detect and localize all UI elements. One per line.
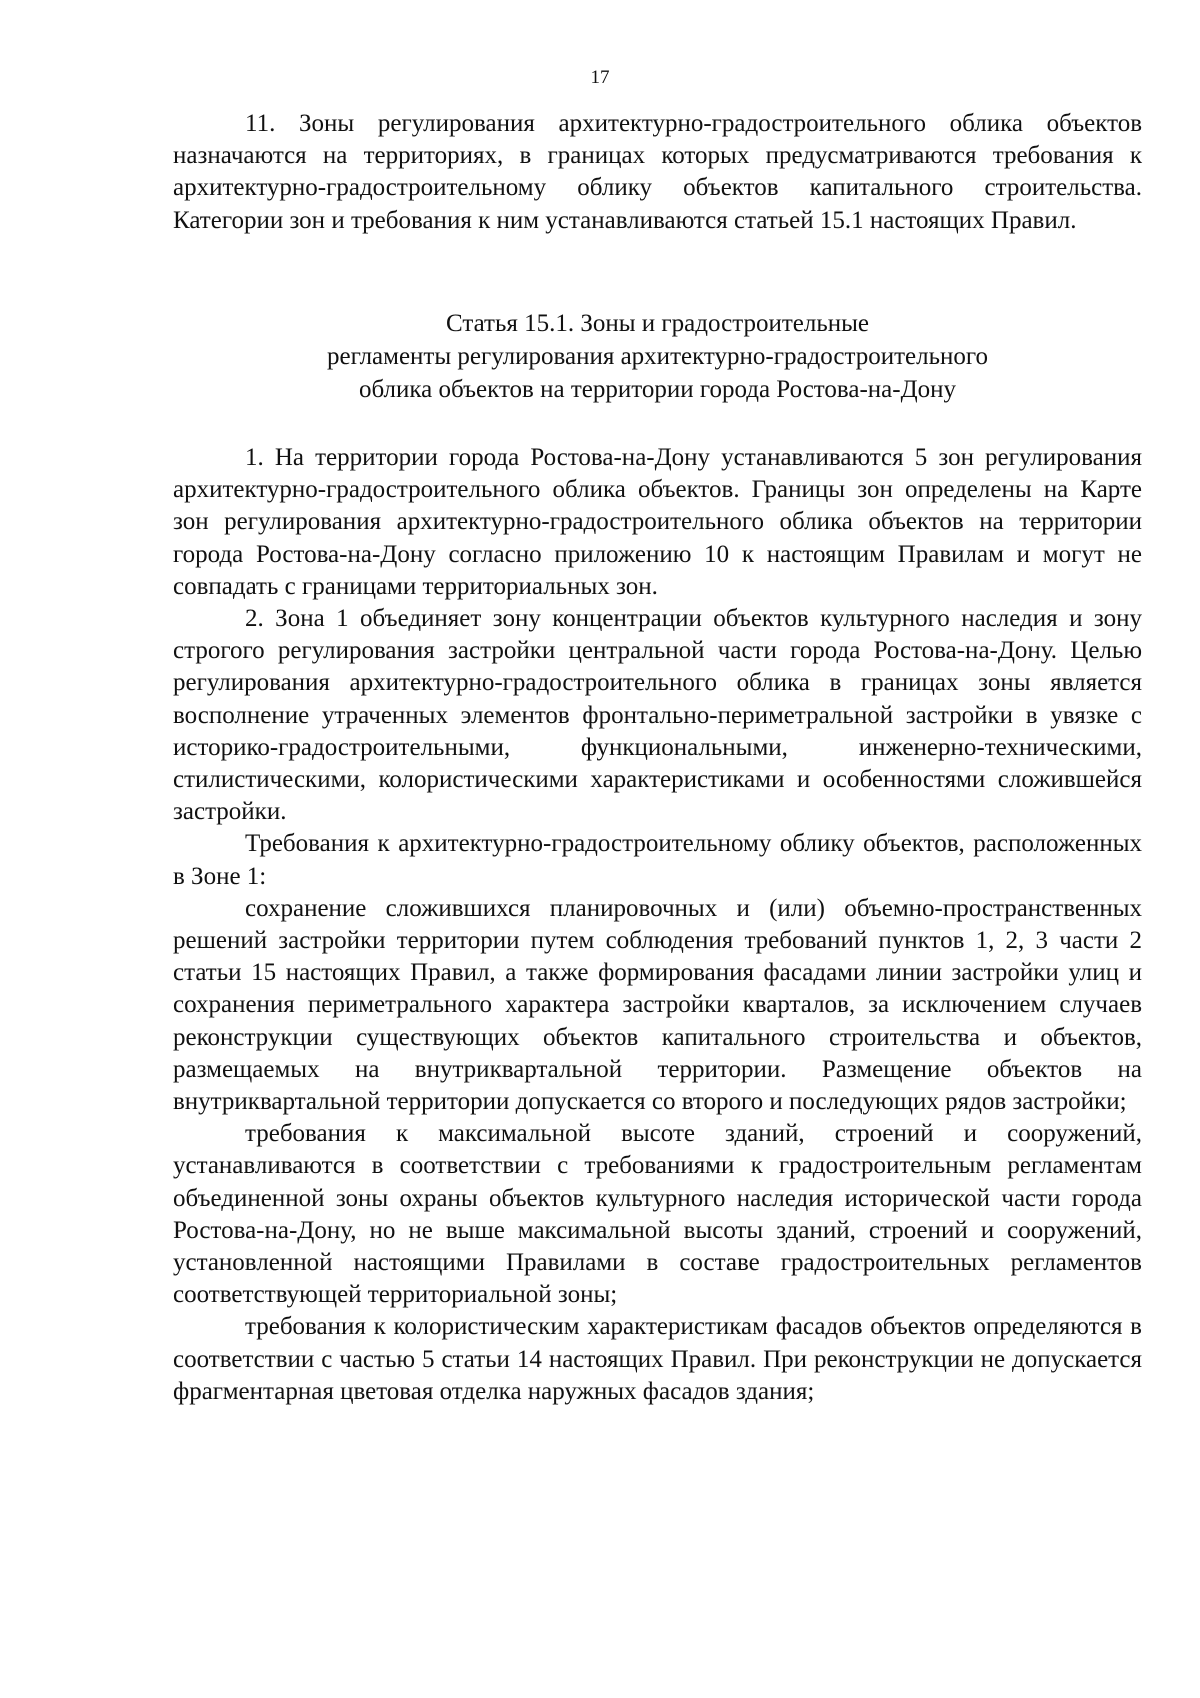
requirement-height: требования к максимальной высоте зданий, строений и сооружений, устанавливаются в соответствии с требованиями к градостроительным регламентам объединенной зоны охраны объектов культурного наследия исторической части города Ростова-на-Дону, но не выше максимальной высоты зданий, строений и сооружений, установленной настоящими Правилами в составе градостроительных регламентов соответствующей территориальной зоны; bbox=[173, 1120, 1142, 1309]
article-heading-line-1: Статья 15.1. Зоны и градостроительные bbox=[446, 310, 869, 337]
article-heading-line-3: облика объектов на территории города Ростова-на-Дону bbox=[358, 376, 957, 403]
zone1-requirements-intro: Требования к архитектурно-градостроительному облику объектов, расположенных в Зоне 1: bbox=[173, 830, 1142, 890]
requirement-planning: сохранение сложившихся планировочных и (или) объемно-пространственных решений застройки территории путем соблюдения требований пунктов 1, 2, 3 части 2 статьи 15 настоящих Правил, а также формирования фасадами линии застройки улиц и сохранения периметрального характера застройки кварталов, за исключением случаев реконструкции существующих объектов капитального строительства и объектов, размещаемых на внутриквартальной территории. Размещение объектов на внутриквартальной территории допускается со второго и последующих рядов застройки; bbox=[173, 894, 1142, 1116]
intro-section bbox=[173, 108, 1142, 237]
page-number: 17 bbox=[590, 67, 610, 88]
article-heading bbox=[173, 307, 1142, 406]
article-body bbox=[173, 442, 1142, 1408]
paragraph-item-1: 1. На территории города Ростова-на-Дону устанавливаются 5 зон регулирования архитектурно-градостроительного облика объектов. Границы зон определены на Карте зон регулирования архитектурно-градостроительного облика объектов на территории города Ростова-на-Дону согласно приложению 10 к настоящим Правилам и могут не совпадать с границами территориальных зон. bbox=[173, 444, 1142, 600]
requirement-coloristic: требования к колористическим характеристикам фасадов объектов определяются в соответствии с частью 5 статьи 14 настоящих Правил. При реконструкции не допускается фрагментарная цветовая отделка наружных фасадов здания; bbox=[173, 1313, 1142, 1405]
paragraph-item-2: 2. Зона 1 объединяет зону концентрации объектов культурного наследия и зону строгого регулирования застройки центральной части города Ростова-на-Дону. Целью регулирования архитектурно-градостроительного облика в границах зоны является восполнение утраченных элементов фронтально-периметральной застройки в увязке с историко-градостроительными, функциональными, инженерно-техническими, стилистическими, колористическими характеристиками и особенностями сложившейся застройки. bbox=[173, 605, 1142, 826]
paragraph-item-11: 11. Зоны регулирования архитектурно-градостроительного облика объектов назначаются на территориях, в границах которых предусматриваются требования к архитектурно-градостроительному облику объектов капитального строительства. Категории зон и требования к ним устанавливаются статьей 15.1 настоящих Правил. bbox=[173, 110, 1142, 234]
article-heading-line-2: регламенты регулирования архитектурно-градостроительного bbox=[326, 343, 989, 370]
